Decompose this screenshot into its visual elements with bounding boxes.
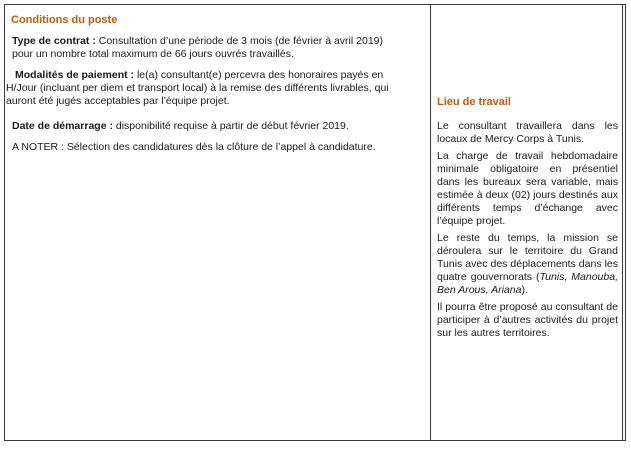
workplace-column [437,96,618,344]
note-text: A NOTER : Sélection des candidatures dès la clôture de l’appel à candidature. [12,141,376,153]
workplace-heading: Lieu de travail [437,96,511,108]
governorates-list: Tunis, Manouba, Ben Arous, Ariana [437,271,618,296]
payment-block [6,69,424,108]
contract-type-text-2: pour un nombre total maximum de 66 jours ouvrés travaillés. [12,48,294,60]
conditions-column [6,14,424,162]
column-divider [430,4,431,441]
start-date-text: disponibilité requise à partir de début février 2019. [112,120,349,132]
workplace-paragraph-2: La charge de travail hebdomadaire minimale obligatoire en présentiel dans les bureaux sera variable, mais estimée à deux (02) jours destinés aux différents temps d’échange avec l’équipe projet. [437,150,618,227]
contract-type-text-1: Consultation d’une période de 3 mois (de février à avril 2019) [95,35,383,47]
workplace-paragraph-3-text: Le reste du temps, la mission se déroulera sur le territoire du Grand Tunis avec des déplacements dans les quatre gouvernorats ( [437,232,618,283]
start-date-block [12,120,424,133]
workplace-paragraph-3-end: ). [521,284,528,296]
right-border-line [622,4,623,441]
contract-type-block [12,35,424,61]
note-block [12,141,424,154]
conditions-heading: Conditions du poste [11,14,118,26]
payment-label: Modalités de paiement : [15,69,135,81]
contract-type-label: Type de contrat : [12,35,96,47]
workplace-paragraph-1: Le consultant travaillera dans les locaux de Mercy Corps à Tunis. [437,120,618,145]
payment-text-3: auront été jugés acceptables par l’équipe projet. [6,95,230,107]
payment-text-1: le(a) consultant(e) percevra des honoraires payés en [134,69,384,81]
payment-text-2: H/Jour (incluant per diem et transport local) à la remise des différents livrables, qui [6,82,389,94]
start-date-label: Date de démarrage : [12,120,113,132]
workplace-paragraph-4: Il pourra être proposé au consultant de participer à d’autres activités du projet sur les autres territoires. [437,301,618,339]
workplace-paragraph-3 [437,232,618,297]
